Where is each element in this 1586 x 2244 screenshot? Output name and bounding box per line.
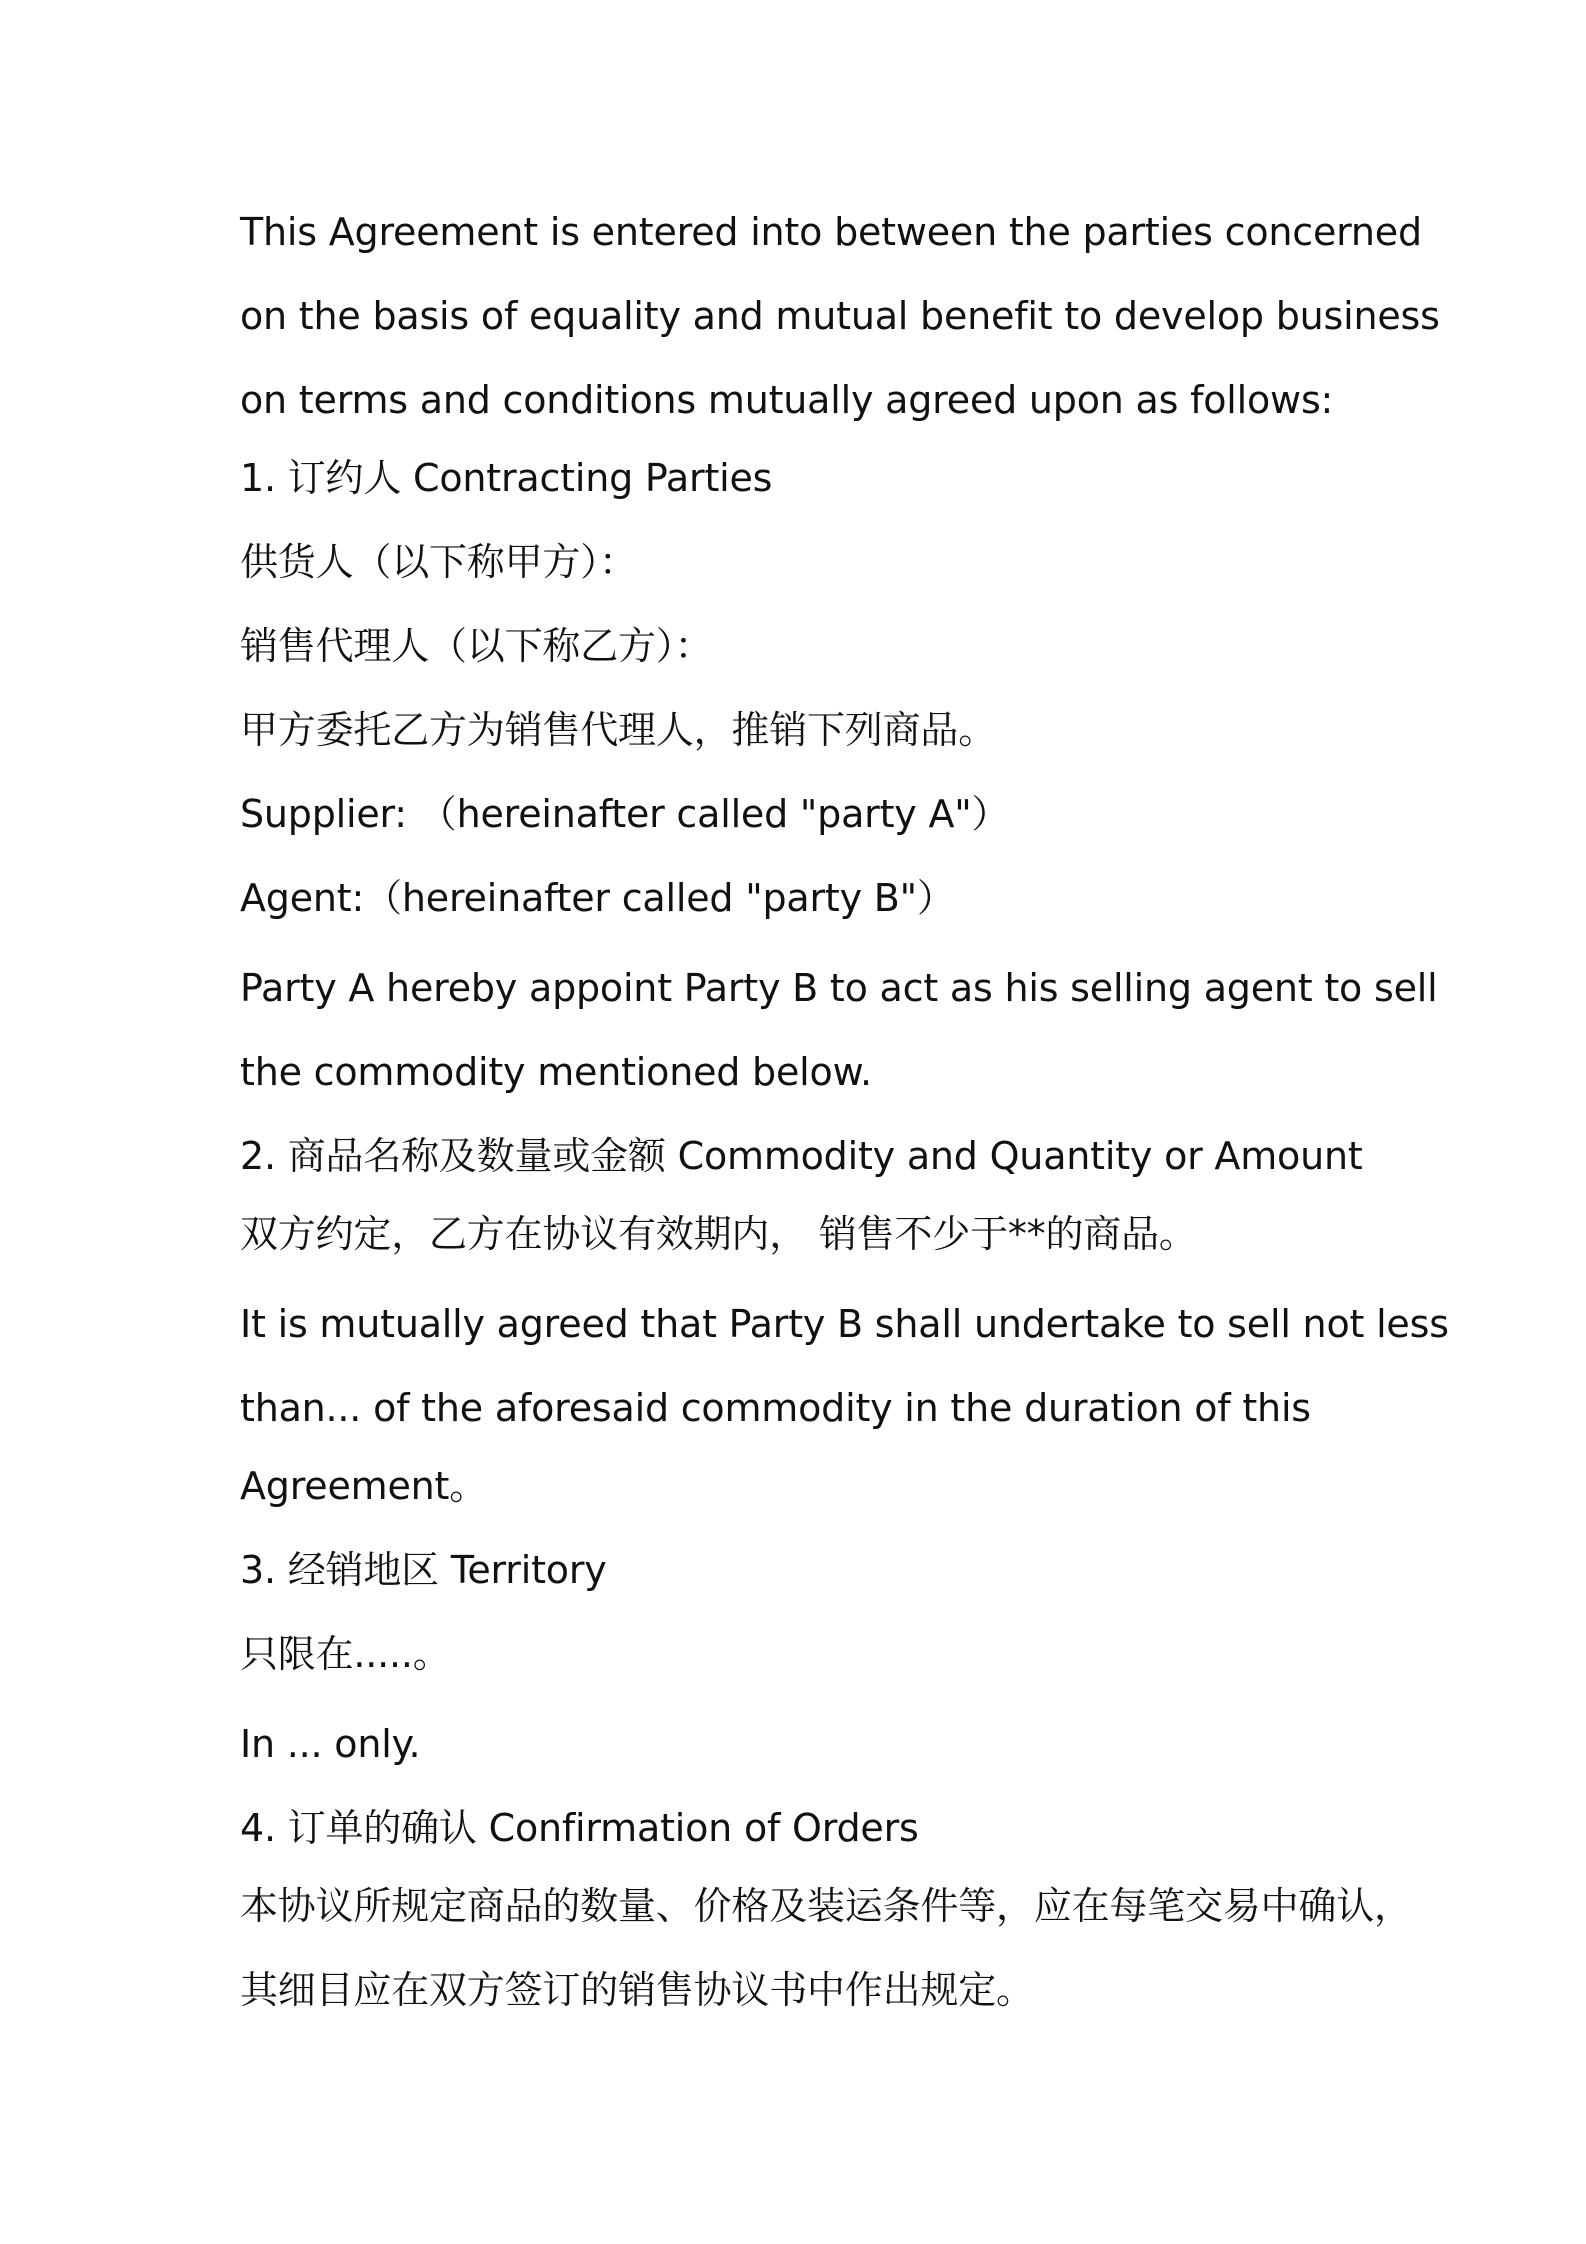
section-3-body-en: In ... only. <box>240 1722 421 1766</box>
agent-cn: 销售代理人（以下称乙方）： <box>240 624 713 668</box>
section-2-body-cn: 双方约定，乙方在协议有效期内， 销售不少于**的商品。 <box>240 1212 1197 1256</box>
section-4-body-cn-line-2: 其细目应在双方签订的销售协议书中作出规定。 <box>240 1968 1034 2012</box>
section-2-body-en-line-2: than... of the aforesaid commodity in the duration of this <box>240 1386 1311 1430</box>
supplier-cn: 供货人（以下称甲方）： <box>240 540 637 584</box>
section-2-body-en-line-3: Agreement。 <box>240 1464 488 1508</box>
section-3-heading: 3. 经销地区 Territory <box>240 1548 607 1592</box>
section-4-heading: 4. 订单的确认 Confirmation of Orders <box>240 1806 919 1850</box>
appoint-en-line-2: the commodity mentioned below. <box>240 1050 872 1094</box>
agent-en: Agent:（hereinafter called "party B"） <box>240 876 955 920</box>
intro-line-3: on terms and conditions mutually agreed upon as follows: <box>240 378 1334 422</box>
section-1-heading: 1. 订约人 Contracting Parties <box>240 456 773 500</box>
section-4-body-cn-line-1: 本协议所规定商品的数量、价格及装运条件等，应在每笔交易中确认， <box>240 1884 1412 1928</box>
supplier-en: Supplier: （hereinafter called "party A"） <box>240 792 1010 836</box>
section-2-body-en-line-1: It is mutually agreed that Party B shall undertake to sell not less <box>240 1302 1449 1346</box>
appoint-cn: 甲方委托乙方为销售代理人，推销下列商品。 <box>240 708 997 752</box>
intro-line-2: on the basis of equality and mutual benefit to develop business <box>240 294 1440 338</box>
section-3-body-cn: 只限在.....。 <box>240 1632 451 1676</box>
intro-line-1: This Agreement is entered into between the parties concerned <box>240 210 1422 254</box>
section-2-heading: 2. 商品名称及数量或金额 Commodity and Quantity or Amount <box>240 1134 1363 1178</box>
appoint-en-line-1: Party A hereby appoint Party B to act as his selling agent to sell <box>240 966 1438 1010</box>
